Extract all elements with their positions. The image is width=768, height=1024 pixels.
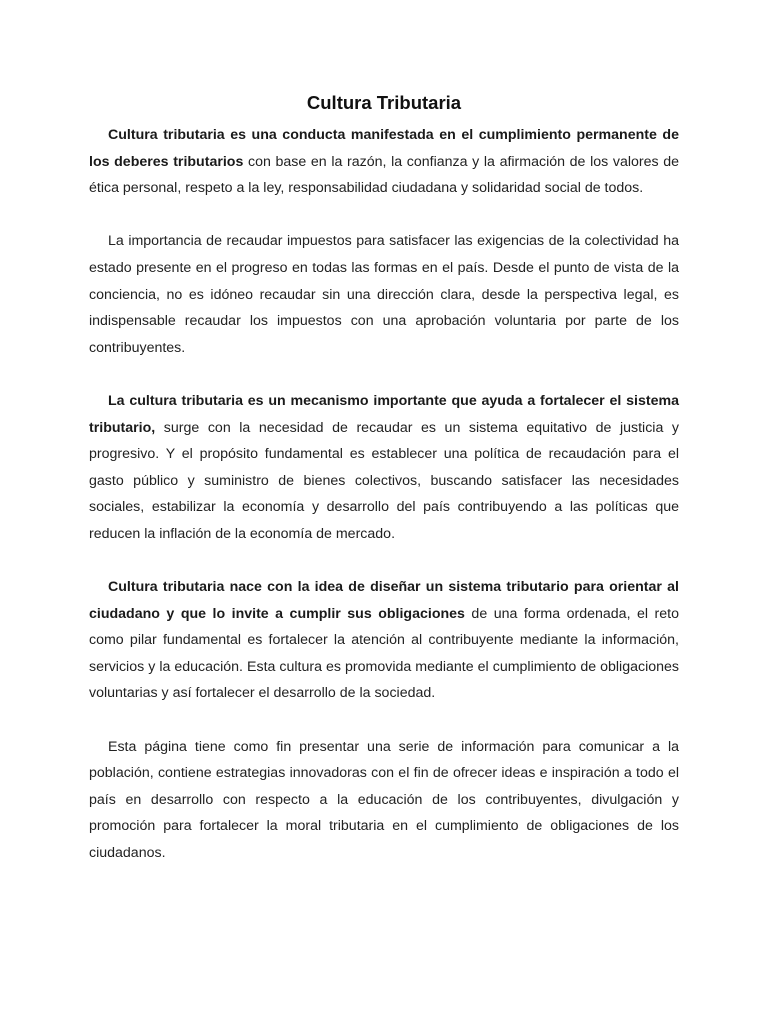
paragraph-3-text: surge con la necesidad de recaudar es un sistema equitativo de justicia y progresivo. Y el propósito fundamental es establecer una política de recaudación para el gasto público y suministro de bienes colectivos, buscando satisfacer las necesidades sociales, estabilizar la economía y desarrollo del país contribuyendo a las políticas que reducen la inflación de la economía de mercado. [89,419,679,542]
document-title: Cultura Tributaria [306,92,462,113]
paragraph-3-bold: La cultura tributaria es un mecanismo importante que ayuda a fortalecer el sistema tributario, [89,392,679,436]
paragraph-2 [89,228,679,361]
paragraph-3 [89,388,679,548]
paragraph-4-text: de una forma ordenada, el reto como pilar fundamental es fortalecer la atención al contribuyente mediante la información, servicios y la educación. Esta cultura es promovida mediante el cumplimiento de obligaciones voluntarias y así fortalecer el desarrollo de la sociedad. [89,605,679,702]
paragraph-1-text: con base en la razón, la confianza y la afirmación de los valores de ética personal, respeto a la ley, responsabilidad ciudadana y solidaridad social de todos. [89,153,680,197]
paragraph-5 [89,734,679,867]
paragraph-1 [89,122,679,202]
paragraph-2-text: La importancia de recaudar impuestos para satisfacer las exigencias de la colectividad ha estado presente en el progreso en todas las formas en el país. Desde el punto de vista de la conciencia, no es idóneo recaudar sin una dirección clara, desde la perspectiva legal, es indispensable recaudar los impuestos con una aprobación voluntaria por parte de los contribuyentes. [89,233,679,356]
paragraph-4 [89,574,679,707]
paragraph-4-bold: Cultura tributaria nace con la idea de diseñar un sistema tributario para orientar al ciudadano y que lo invite a cumplir sus obligaciones [89,579,679,622]
document-body [89,122,679,893]
paragraph-5-text: Esta página tiene como fin presentar una serie de información para comunicar a la población, contiene estrategias innovadoras con el fin de ofrecer ideas e inspiración a todo el país en desarrollo con respecto a la educación de los contribuyentes, divulgación y promoción para fortalecer la moral tributaria en el cumplimiento de obligaciones de los ciudadanos. [89,738,679,862]
paragraph-1-bold: Cultura tributaria es una conducta manifestada en el cumplimiento permanente de los deberes tributarios [89,127,679,170]
